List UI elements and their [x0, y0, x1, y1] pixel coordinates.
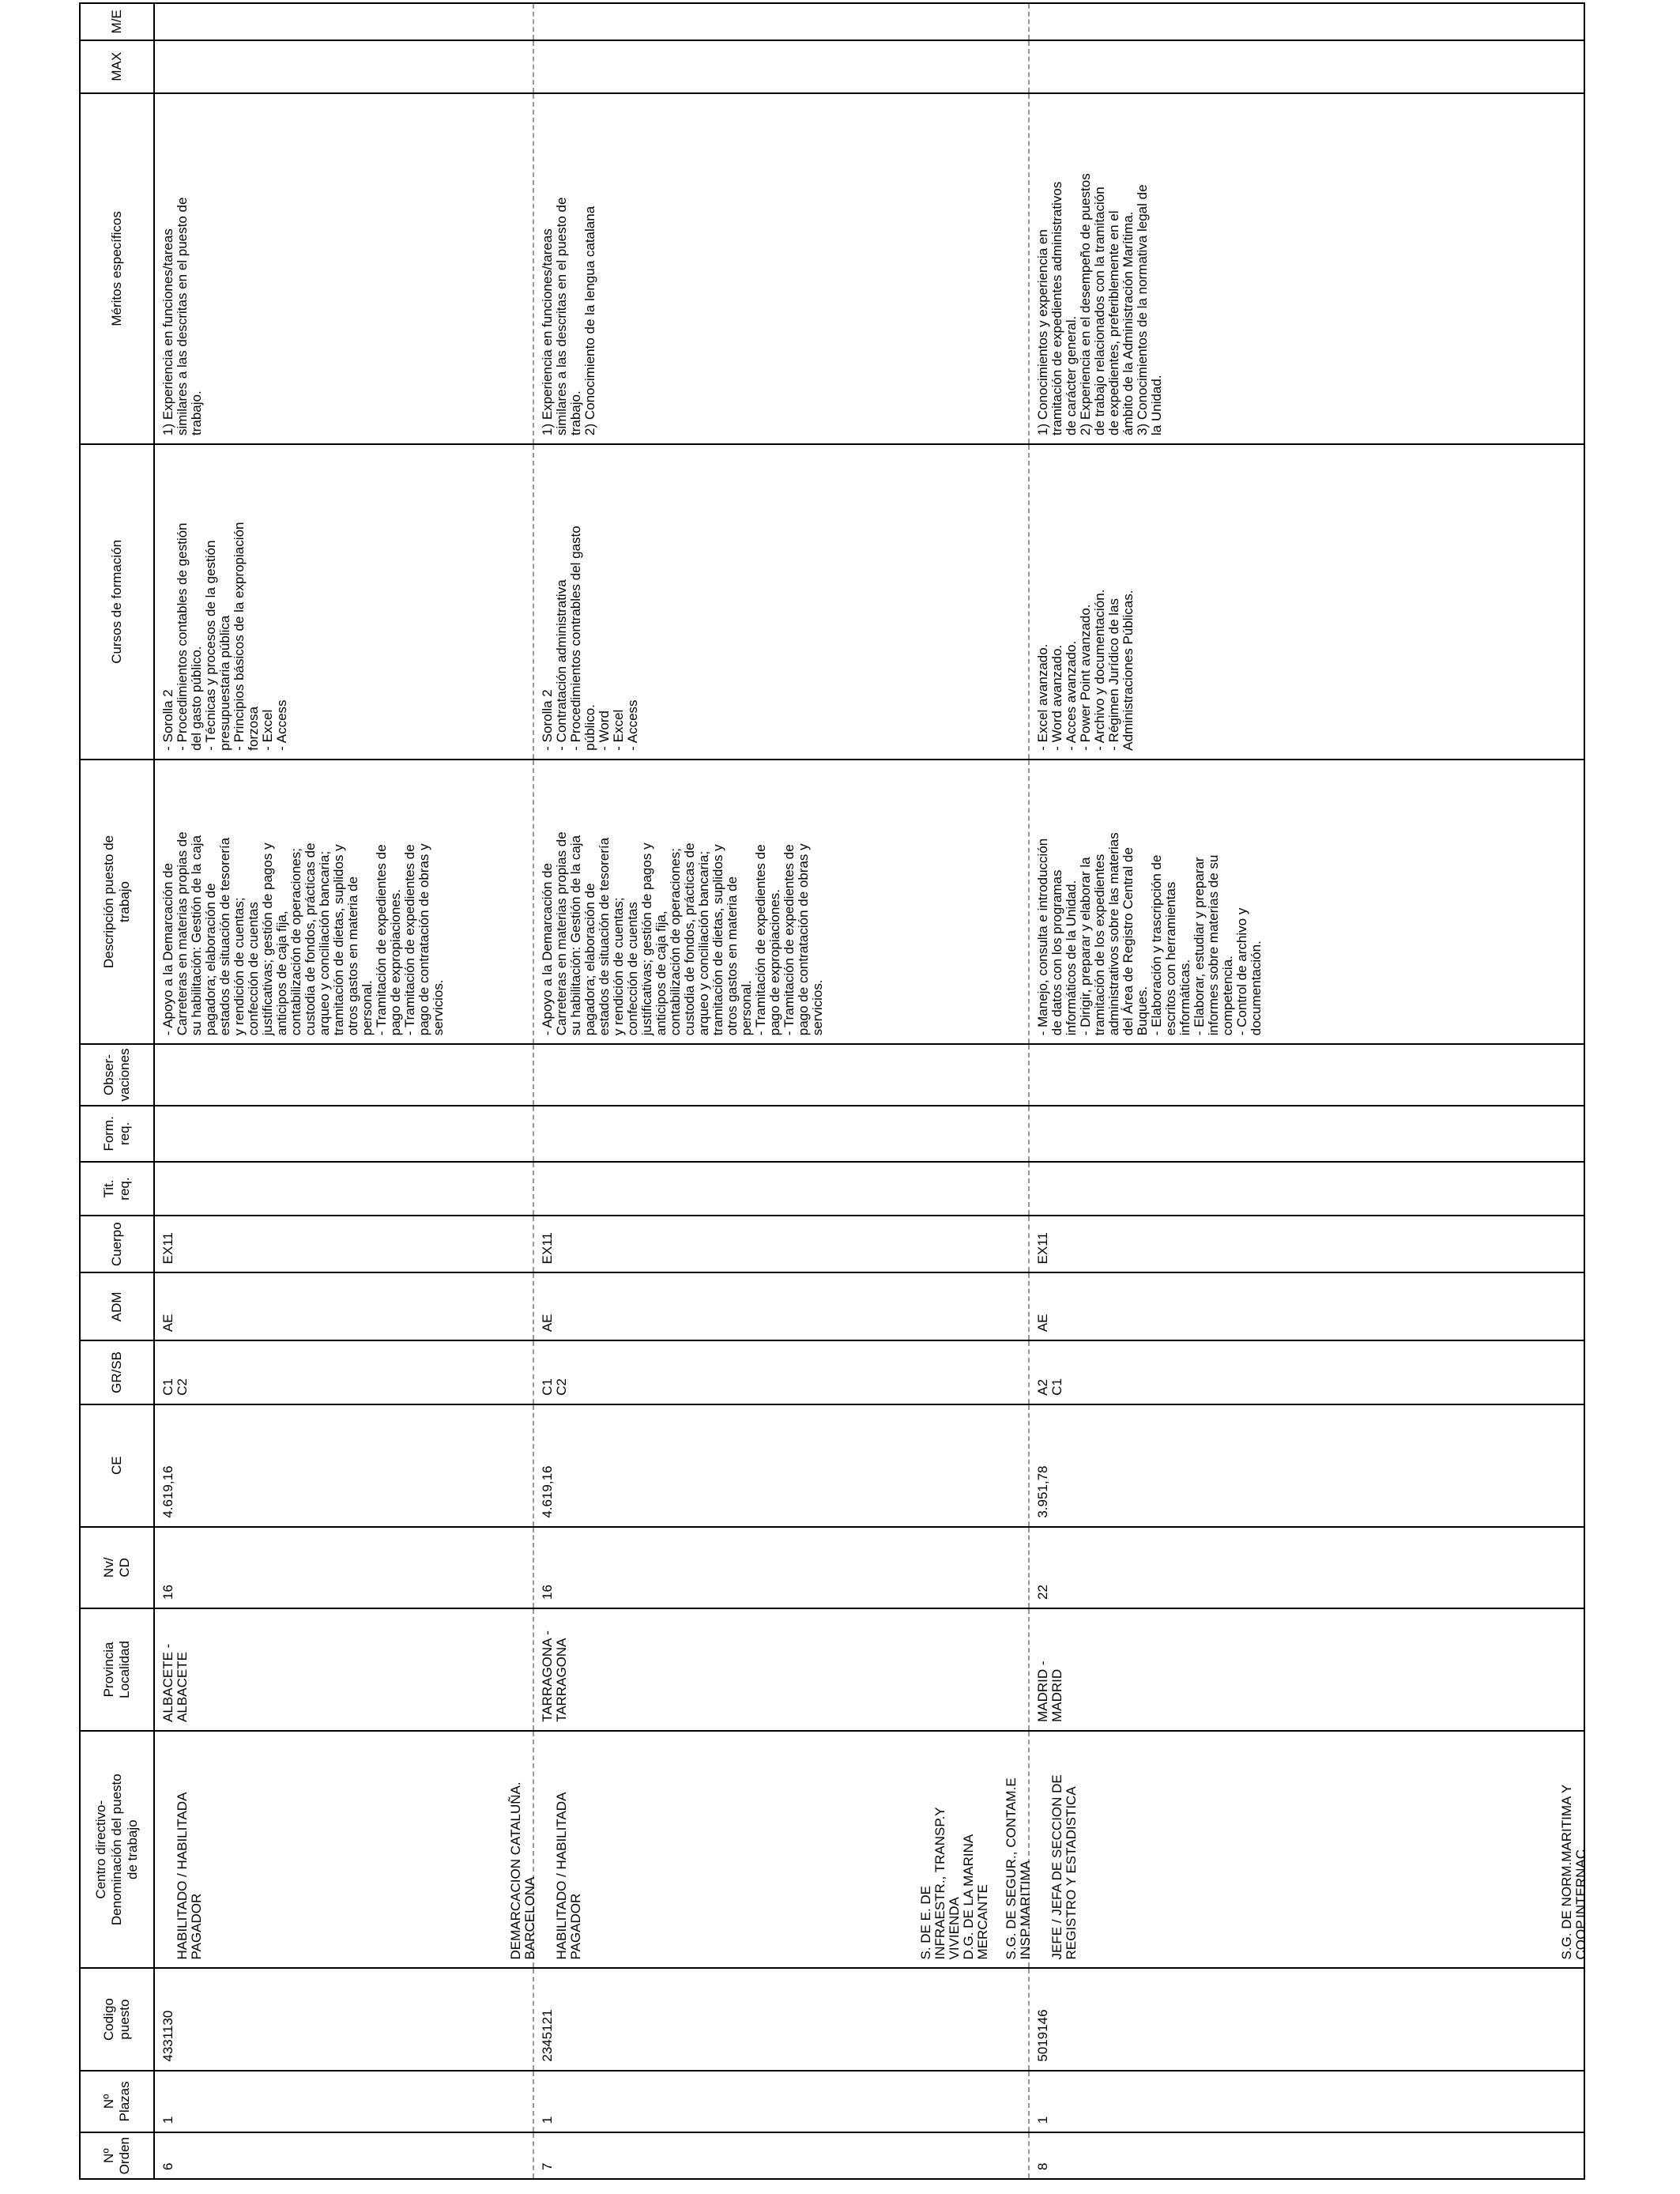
cell-formacion	[154, 1106, 533, 1162]
cell-max	[154, 40, 533, 93]
cell-me	[154, 3, 533, 40]
cell-descripcion: - Apoyo a la Demarcación de Carreteras en materias propias de su habilitación: Gestión de la caja pagadora; elaboración de estados de situación de tesorería y rendición de cuentas; confección de cuentas justificativas; gestión de pagos y anticipos de caja fija, contabilización de operaciones; custodia de fondos, prácticas de arqueo y conciliación bancaria; tramitación de dietas, suplidos y otros gastos en materia de personal. - Tramitación de expedientes de pago de expropiaciones. - Tramitación de expedientes de pago de contratación de obras y servicios.	[533, 760, 1029, 1045]
cell-ce: 4.619,16	[533, 1404, 1029, 1527]
header-max: MAX	[80, 40, 154, 93]
header-cuerpo: Cuerpo	[80, 1216, 154, 1272]
header-formacion: Form. req.	[80, 1106, 154, 1162]
cell-meritos: 1) Experiencia en funciones/tareas similares a las descritas en el puesto de trabajo.	[154, 93, 533, 444]
position-title: JEFE / JEFA DE SECCION DE REGISTRO Y ESTADISTICA	[1049, 1774, 1079, 1960]
header-descripcion: Descripción puesto de trabajo	[80, 760, 154, 1045]
cell-codigo: 5019146	[1029, 1969, 1584, 2071]
cell-observaciones	[533, 1044, 1029, 1105]
header-ce: CE	[80, 1404, 154, 1527]
cell-cursos: - Sorolla 2 - Contratación administrativa - Procedimientos contrables del gasto público. - Word - Excel - Access	[533, 444, 1029, 760]
job-positions-table	[79, 2, 1588, 2180]
header-titulacion: Tit. req.	[80, 1162, 154, 1216]
header-denominacion: Centro directivo- Denominación del puesto de trabajo	[80, 1731, 154, 1969]
cell-denominacion	[154, 1731, 537, 1969]
header-me: M/E	[80, 3, 154, 40]
header-cursos: Cursos de formación	[80, 444, 154, 760]
cell-denominacion	[533, 1731, 1033, 1969]
cell-cuerpo: EX11	[1029, 1216, 1584, 1272]
cell-orden: 6	[154, 2132, 533, 2179]
header-plazas: Nº Plazas	[80, 2071, 154, 2133]
cell-plazas: 1	[1029, 2071, 1584, 2133]
cell-ce: 3.951,78	[1029, 1404, 1584, 1527]
cell-formacion	[1029, 1106, 1584, 1162]
cell-codigo: 4331130	[154, 1969, 533, 2071]
cell-max	[1029, 40, 1584, 93]
cell-provincia: TARRAGONA - TARRAGONA	[533, 1608, 1029, 1731]
cell-plazas: 1	[154, 2071, 533, 2133]
cell-nivel: 22	[1029, 1527, 1584, 1608]
header-provincia: Provincia Localidad	[80, 1608, 154, 1731]
position-title: HABILITADO / HABILITADA PAGADOR	[175, 1792, 204, 1960]
cell-denominacion	[1029, 1731, 1588, 1969]
cell-cursos: - Excel avanzado. - Word avanzado. - Acces avanzado. - Power Point avanzado. - Archivo y documentación. - Régimen Jurídico de las Administraciones Públicas.	[1029, 444, 1584, 760]
organization-label: S.G. DE NORM.MARITIMA Y COOP.INTERNAC.	[1559, 1784, 1588, 1960]
cell-meritos: 1) Experiencia en funciones/tareas similares a las descritas en el puesto de trabajo. 2) Conocimiento de la lengua catalana	[533, 93, 1029, 444]
cell-meritos: 1) Conocimientos y experiencia en tramitación de expedientes administrativos de carácter general. 2) Experiencia en el desempeño de puestos de trabajo relacionados con la tramitación de expedientes, preferiblemente en el ámbito de la Administración Marítima. 3) Conocimientos de la normativa legal de la Unidad.	[1029, 93, 1584, 444]
cell-adm: AE	[154, 1272, 533, 1340]
cell-codigo: 2345121	[533, 1969, 1029, 2071]
cell-orden: 7	[533, 2132, 1029, 2179]
table-row	[1029, 3, 1584, 2179]
organization-label: S. DE E. DE INFRAESTR., TRANSP.Y VIVIENDA D.G. DE LA MARINA MERCANTE S.G. DE SEGUR., CONTAM.E INSP.MARITIMA	[918, 1777, 1033, 1960]
header-orden: Nº Orden	[80, 2132, 154, 2179]
cell-nivel: 16	[533, 1527, 1029, 1608]
cell-nivel: 16	[154, 1527, 533, 1608]
organization-label: DEMARCACION CATALUÑA. BARCELONA	[508, 1781, 537, 1960]
cell-cuerpo: EX11	[533, 1216, 1029, 1272]
cell-provincia: ALBACETE - ALBACETE	[154, 1608, 533, 1731]
cell-cuerpo: EX11	[154, 1216, 533, 1272]
table-row	[154, 3, 533, 2179]
header-adm: ADM	[80, 1272, 154, 1340]
cell-adm: AE	[533, 1272, 1029, 1340]
cell-descripcion: - Apoyo a la Demarcación de Carreteras en materias propias de su habilitación: Gestión de la caja pagadora; elaboración de estados de situación de tesorería y rendición de cuentas; confección de cuentas justificativas; gestión de pagos y anticipos de caja fija, contabilización de operaciones; custodia de fondos, prácticas de arqueo y conciliación bancaria; tramitación de dietas, suplidos y otros gastos en materia de personal. - Tramitación de expedientes de pago de expropiaciones. - Tramitación de expedientes de pago de contratación de obras y servicios.	[154, 760, 533, 1045]
cell-orden: 8	[1029, 2132, 1584, 2179]
header-meritos: Méritos específicos	[80, 93, 154, 444]
cell-plazas: 1	[533, 2071, 1029, 2133]
header-row	[80, 3, 154, 2179]
cell-max	[533, 40, 1029, 93]
cell-titulacion	[533, 1162, 1029, 1216]
header-codigo: Codigo puesto	[80, 1969, 154, 2071]
cell-grupo: C1 C2	[533, 1340, 1029, 1404]
header-observaciones: Obser- vaciones	[80, 1044, 154, 1105]
cell-me	[1029, 3, 1584, 40]
table-row	[533, 3, 1029, 2179]
cell-observaciones	[1029, 1044, 1584, 1105]
cell-provincia: MADRID - MADRID	[1029, 1608, 1584, 1731]
cell-adm: AE	[1029, 1272, 1584, 1340]
cell-ce: 4.619,16	[154, 1404, 533, 1527]
cell-grupo: C1 C2	[154, 1340, 533, 1404]
cell-titulacion	[154, 1162, 533, 1216]
cell-formacion	[533, 1106, 1029, 1162]
cell-titulacion	[1029, 1162, 1584, 1216]
cell-me	[533, 3, 1029, 40]
header-nivel: Nv/ CD	[80, 1527, 154, 1608]
header-grupo: GR/SB	[80, 1340, 154, 1404]
cell-grupo: A2 C1	[1029, 1340, 1584, 1404]
cell-observaciones	[154, 1044, 533, 1105]
position-title: HABILITADO / HABILITADA PAGADOR	[554, 1792, 583, 1960]
cell-descripcion: - Manejo, consulta e introducción de datos con los programas informáticos de la Unidad. - Dirigir, preparar y elaborar la tramitación de los expedientes administrativos sobre las materias del Área de Registro Central de Buques. - Elaboración y trascripción de escritos con herramientas informáticas. - Elaborar, estudiar y preparar informes sobre materias de su competencia. - Control de archivo y documentación.	[1029, 760, 1584, 1045]
cell-cursos: - Sorolla 2 - Procedimientos contables de gestión del gasto público. - Técnicas y procesos de la gestión presupuestaria pública - Principios básicos de la expropiación forzosa - Excel - Access	[154, 444, 533, 760]
